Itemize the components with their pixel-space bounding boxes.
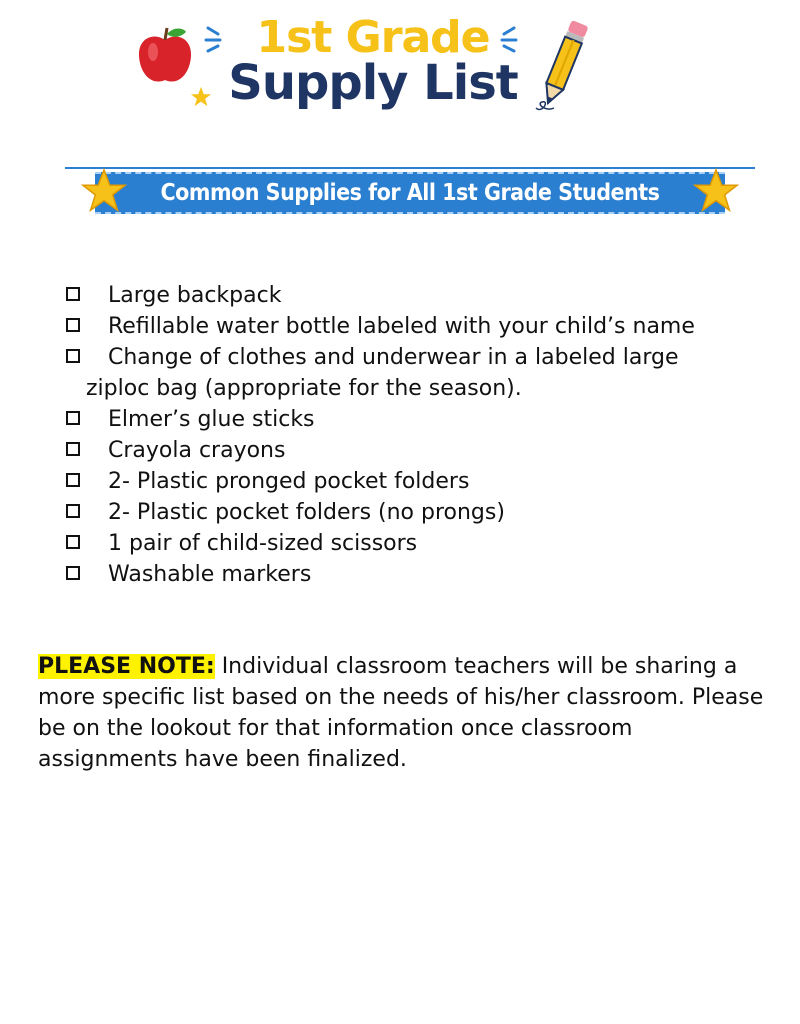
list-item: Refillable water bottle labeled with your child’s name xyxy=(66,311,786,342)
list-item: 2- Plastic pocket folders (no prongs) xyxy=(66,497,786,528)
supply-checklist xyxy=(66,280,786,590)
star-small-icon xyxy=(190,86,212,108)
list-item: 2- Plastic pronged pocket folders xyxy=(66,466,786,497)
checkbox-icon xyxy=(66,318,80,332)
checkbox-icon xyxy=(66,504,80,518)
pencil-icon xyxy=(528,16,598,116)
note-text: Individual classroom teachers will be sharing a more specific list based on the needs of his/her classroom. Please be on the lookout for that information once classroom assignments have been finalized. xyxy=(38,654,764,772)
note-label: PLEASE NOTE: xyxy=(38,654,215,679)
section-banner xyxy=(65,164,755,216)
title xyxy=(223,12,523,111)
apple-icon xyxy=(136,26,194,88)
list-item: Elmer’s glue sticks xyxy=(66,404,786,435)
banner-title: Common Supplies for All 1st Grade Students xyxy=(160,180,660,206)
title-line-1: 1st Grade xyxy=(256,12,490,63)
checkbox-icon xyxy=(66,349,80,363)
banner-rule xyxy=(65,167,755,169)
banner-ribbon xyxy=(95,172,725,214)
checkbox-icon xyxy=(66,442,80,456)
sparkle-right-icon xyxy=(496,24,518,54)
checkbox-icon xyxy=(66,411,80,425)
title-line-2: Supply List xyxy=(228,55,518,111)
checkbox-icon xyxy=(66,287,80,301)
list-item: 1 pair of child-sized scissors xyxy=(66,528,786,559)
checkbox-icon xyxy=(66,473,80,487)
star-left-icon xyxy=(81,168,127,214)
list-item: Large backpack xyxy=(66,280,786,311)
note-paragraph xyxy=(38,651,768,775)
list-item: Crayola crayons xyxy=(66,435,786,466)
list-item: Change of clothes and underwear in a labeled large ziploc bag (appropriate for the season). xyxy=(66,342,786,404)
header xyxy=(128,8,618,120)
list-item: Washable markers xyxy=(66,559,786,590)
checkbox-icon xyxy=(66,535,80,549)
star-right-icon xyxy=(693,168,739,214)
list-item-continuation: ziploc bag (appropriate for the season). xyxy=(86,376,522,401)
checkbox-icon xyxy=(66,566,80,580)
